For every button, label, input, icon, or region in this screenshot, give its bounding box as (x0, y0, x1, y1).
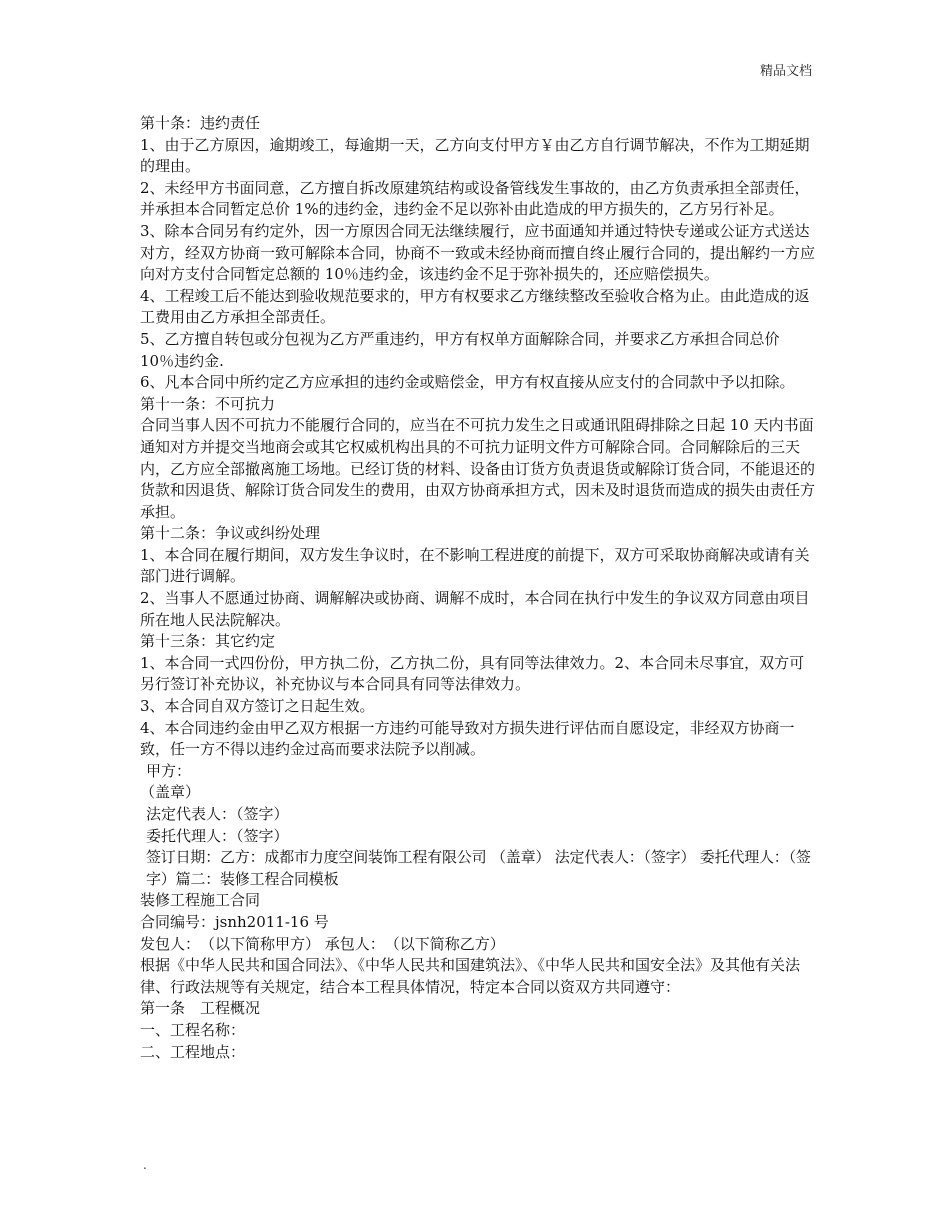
field-line: 一、工程名称： (140, 1020, 246, 1039)
legal-rep-line: 法定代表人：（签字） (146, 805, 289, 823)
footer-mark: . (143, 1158, 147, 1172)
paragraph: 根据《中华人民共和国合同法》、《中华人民共和国建筑法》、《中华人民共和国安全法》及其他有关法律、行政法规等有关规定，结合本工程具体情况，特定本合同以资双方共同遵守： (140, 956, 801, 996)
paragraph: 4、工程竣工后不能达到验收规范要求的，甲方有权要求乙方继续整改至验收合格为止。由此造成的返工费用由乙方承担全部责任。 (140, 286, 810, 327)
field-line: 二、工程地点： (140, 1042, 246, 1061)
paragraph: 合同当事人因不可抗力不能履行合同的，应当在不可抗力发生之日或通讯阻碍排除之日起 10 天内书面通知对方并提交当地商会或其它权威机构出具的不可抗力证明文件方可解除合同。合同解除后的三天内，乙方应全部撤离施工场地。已经订货的材料、设备由订货方负责退货或解除订货合同，不能退还的货款和因退货、解除订货合同发生的费用，由双方协商承担方式，因未及时退货而造成的损失由责任方承担。 (140, 416, 816, 521)
section-heading: 第十二条：争议或纠纷处理 (140, 524, 321, 543)
document-body (140, 113, 816, 1063)
signature-party-a: 甲方： (146, 761, 192, 780)
section-heading: 第一条 工程概况 (140, 999, 261, 1018)
seal-line: （盖章） (140, 783, 201, 802)
paragraph: 1、本合同在履行期间，双方发生争议时，在不影响工程进度的前提下，双方可采取协商解决或请有关部门进行调解。 (140, 545, 810, 586)
section-heading: 第十一条：不可抗力 (140, 394, 276, 413)
paragraph: 5、乙方擅自转包或分包视为乙方严重违约，甲方有权单方面解除合同，并要求乙方承担合同总价 10％违约金. (140, 329, 780, 370)
contract-title: 装修工程施工合同 (140, 891, 261, 910)
header-label: 精品文档 (759, 64, 812, 79)
parties-line: 发包人： （以下简称甲方） 承包人： （以下简称乙方） (140, 934, 505, 953)
paragraph: 6、凡本合同中所约定乙方应承担的违约金或赔偿金，甲方有权直接从应支付的合同款中予以扣除。 (140, 373, 795, 392)
section-heading: 第十条：违约责任 (140, 114, 261, 132)
paragraph: 3、本合同自双方签订之日起生效。 (140, 697, 375, 716)
contract-number: 合同编号：jsnh2011-16 号 (140, 912, 329, 931)
paragraph: 4、本合同违约金由甲乙双方根据一方违约可能导致对方损失进行评估而自愿设定，非经双方协商一致，任一方不得以违约金过高而要求法院予以削减。 (140, 718, 795, 759)
paragraph: 1、本合同一式四份份，甲方执二份，乙方执二份，具有同等法律效力。2、本合同未尽事宜，双方可另行签订补充协议，补充协议与本合同具有同等法律效力。 (140, 653, 805, 694)
signing-date-line: 签订日期：乙方：成都市力度空间装饰工程有限公司 （盖章） 法定代表人：（签字） 委托代理人：（签字）篇二：装修工程合同模板 (146, 848, 811, 888)
paragraph: 2、未经甲方书面同意，乙方擅自拆改原建筑结构或设备管线发生事故的，由乙方负责承担全部责任，并承担本合同暂定总价 1%的违约金，违约金不足以弥补由此造成的甲方损失的，乙方另行补足。 (140, 178, 810, 219)
section-heading: 第十三条：其它约定 (140, 632, 276, 651)
paragraph: 1、由于乙方原因，逾期竣工，每逾期一天，乙方向支付甲方￥由乙方自行调节解决，不作为工期延期的理由。 (140, 135, 810, 176)
paragraph: 2、当事人不愿通过协商、调解解决或协商、调解不成时，本合同在执行中发生的争议双方同意由项目所在地人民法院解决。 (140, 589, 810, 629)
agent-line: 委托代理人：（签字） (146, 826, 289, 845)
paragraph: 3、除本合同另有约定外，因一方原因合同无法继续履行，应书面通知并通过特快专递或公证方式送达对方，经双方协商一致可解除本合同，协商不一致或未经协商而擅自终止履行合同的，提出解约一方应向对方支付合同暂定总额的 10％违约金，该违约金不足于弥补损失的，还应赔偿损失。 (140, 221, 816, 284)
